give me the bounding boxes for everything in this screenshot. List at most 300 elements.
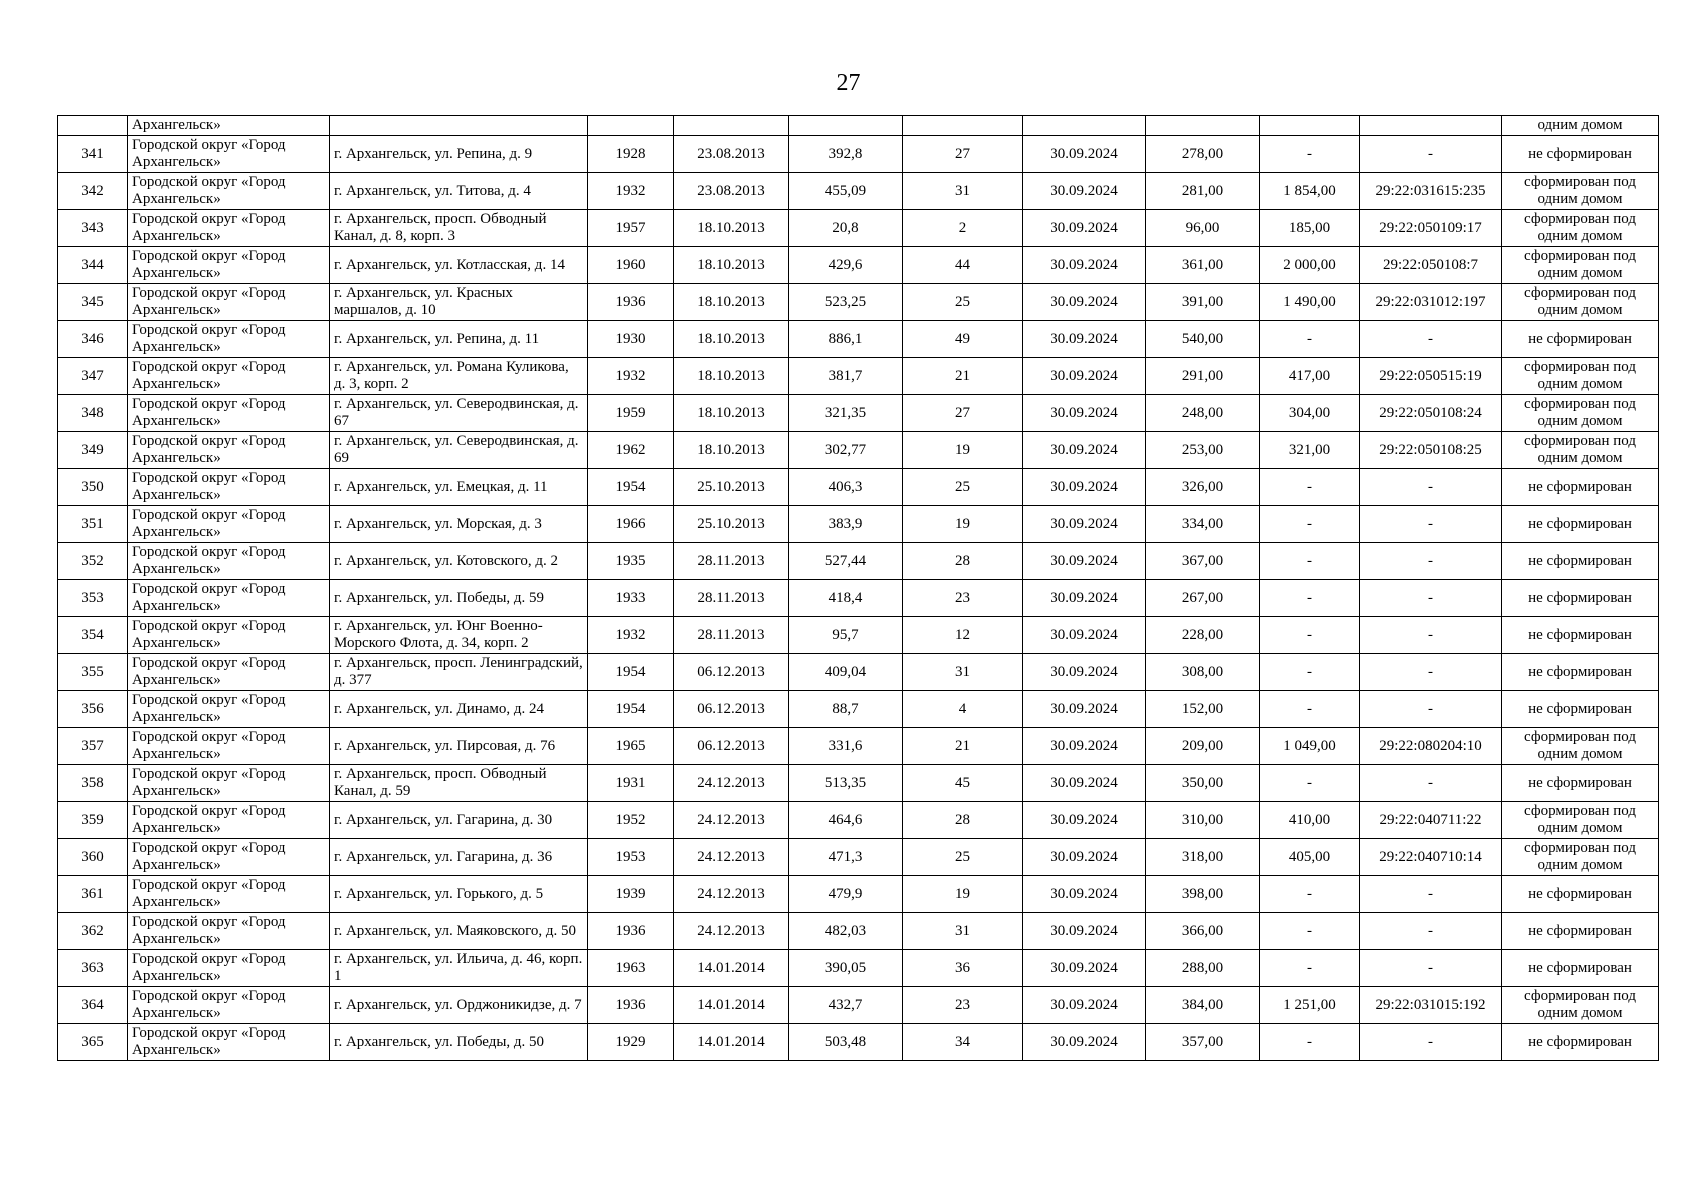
cell-owner: Городской округ «Город Архангельск»	[128, 284, 330, 321]
cell-area: 383,9	[789, 506, 903, 543]
cell-no: 362	[58, 913, 128, 950]
cell-deadline: 30.09.2024	[1023, 876, 1146, 913]
cell-residents: 31	[903, 913, 1023, 950]
cell-area: 20,8	[789, 210, 903, 247]
cell-owner: Городской округ «Город Архангельск»	[128, 580, 330, 617]
cell-area: 331,6	[789, 728, 903, 765]
cell-status: сформирован под одним домом	[1502, 395, 1659, 432]
cell-address: г. Архангельск, ул. Ильича, д. 46, корп. 1	[330, 950, 588, 987]
cell-date: 18.10.2013	[674, 321, 789, 358]
cell-cadastral: -	[1360, 543, 1502, 580]
cell-land-area: -	[1260, 543, 1360, 580]
cell-land-area: 2 000,00	[1260, 247, 1360, 284]
table-row	[58, 543, 1659, 580]
cell-address: г. Архангельск, ул. Котовского, д. 2	[330, 543, 588, 580]
cell-year: 1932	[588, 358, 674, 395]
table-row	[58, 210, 1659, 247]
cell-no: 343	[58, 210, 128, 247]
cell-land-area: 410,00	[1260, 802, 1360, 839]
cell-area: 429,6	[789, 247, 903, 284]
cell-status: не сформирован	[1502, 765, 1659, 802]
cell-year: 1931	[588, 765, 674, 802]
cell-cadastral: 29:22:050109:17	[1360, 210, 1502, 247]
cell-land-area: 304,00	[1260, 395, 1360, 432]
cell-no: 342	[58, 173, 128, 210]
cell-year: 1954	[588, 691, 674, 728]
cell-year: 1936	[588, 987, 674, 1024]
cell-cadastral: -	[1360, 1024, 1502, 1061]
cell-status: не сформирован	[1502, 580, 1659, 617]
cell-land-area: -	[1260, 765, 1360, 802]
cell-no: 355	[58, 654, 128, 691]
table-row	[58, 802, 1659, 839]
cell-area2: 384,00	[1146, 987, 1260, 1024]
cell-year: 1930	[588, 321, 674, 358]
cell-area: 513,35	[789, 765, 903, 802]
cell-year: 1932	[588, 173, 674, 210]
cell-deadline: 30.09.2024	[1023, 358, 1146, 395]
cell-area2: 152,00	[1146, 691, 1260, 728]
table-row	[58, 395, 1659, 432]
cell-deadline: 30.09.2024	[1023, 654, 1146, 691]
cell-area: 523,25	[789, 284, 903, 321]
cell-date: 28.11.2013	[674, 543, 789, 580]
cell-status: не сформирован	[1502, 876, 1659, 913]
cell-area: 886,1	[789, 321, 903, 358]
cell-owner: Городской округ «Город Архангельск»	[128, 210, 330, 247]
cell-no: 347	[58, 358, 128, 395]
cell-deadline: 30.09.2024	[1023, 765, 1146, 802]
cell-area2: 318,00	[1146, 839, 1260, 876]
cell-residents: 44	[903, 247, 1023, 284]
cell-status: не сформирован	[1502, 321, 1659, 358]
cell-cadastral: -	[1360, 950, 1502, 987]
cell-address: г. Архангельск, ул. Северодвинская, д. 67	[330, 395, 588, 432]
cell-year: 1954	[588, 469, 674, 506]
cell-year: 1957	[588, 210, 674, 247]
cell-no: 364	[58, 987, 128, 1024]
cell-owner: Городской округ «Город Архангельск»	[128, 654, 330, 691]
cell-year: 1935	[588, 543, 674, 580]
cell-status: сформирован под одним домом	[1502, 247, 1659, 284]
cell-status: не сформирован	[1502, 617, 1659, 654]
cell-address: г. Архангельск, ул. Репина, д. 11	[330, 321, 588, 358]
table-row	[58, 432, 1659, 469]
cell-no: 354	[58, 617, 128, 654]
cell-status: не сформирован	[1502, 913, 1659, 950]
cell-cadastral: -	[1360, 617, 1502, 654]
cell-cadastral: -	[1360, 321, 1502, 358]
cell-area2: 267,00	[1146, 580, 1260, 617]
cell-owner: Городской округ «Город Архангельск»	[128, 395, 330, 432]
cell-address: г. Архангельск, ул. Репина, д. 9	[330, 136, 588, 173]
cell-area: 302,77	[789, 432, 903, 469]
cell-date: 24.12.2013	[674, 765, 789, 802]
cell-no: 363	[58, 950, 128, 987]
cell-cadastral	[1360, 116, 1502, 136]
cell-residents: 25	[903, 469, 1023, 506]
cell-deadline: 30.09.2024	[1023, 543, 1146, 580]
cell-date: 14.01.2014	[674, 987, 789, 1024]
cell-deadline: 30.09.2024	[1023, 506, 1146, 543]
cell-year: 1932	[588, 617, 674, 654]
cell-status: сформирован под одним домом	[1502, 802, 1659, 839]
cell-deadline: 30.09.2024	[1023, 247, 1146, 284]
cell-area2: 248,00	[1146, 395, 1260, 432]
cell-area2: 357,00	[1146, 1024, 1260, 1061]
cell-no: 357	[58, 728, 128, 765]
cell-no: 351	[58, 506, 128, 543]
cell-owner: Городской округ «Город Архангельск»	[128, 987, 330, 1024]
cell-residents: 28	[903, 802, 1023, 839]
cell-land-area: -	[1260, 506, 1360, 543]
cell-address: г. Архангельск, ул. Горького, д. 5	[330, 876, 588, 913]
cell-address: г. Архангельск, ул. Титова, д. 4	[330, 173, 588, 210]
cell-area: 406,3	[789, 469, 903, 506]
cell-owner: Городской округ «Город Архангельск»	[128, 950, 330, 987]
cell-status: не сформирован	[1502, 950, 1659, 987]
cell-land-area: -	[1260, 321, 1360, 358]
cell-owner: Городской округ «Город Архангельск»	[128, 839, 330, 876]
table-row	[58, 987, 1659, 1024]
cell-residents: 2	[903, 210, 1023, 247]
cell-owner: Архангельск»	[128, 116, 330, 136]
cell-date: 06.12.2013	[674, 654, 789, 691]
table-row	[58, 950, 1659, 987]
cell-area: 381,7	[789, 358, 903, 395]
cell-date: 28.11.2013	[674, 617, 789, 654]
cell-cadastral: 29:22:031012:197	[1360, 284, 1502, 321]
table-row	[58, 1024, 1659, 1061]
cell-status: не сформирован	[1502, 543, 1659, 580]
cell-owner: Городской округ «Город Архангельск»	[128, 506, 330, 543]
housing-registry-table	[57, 115, 1659, 1061]
cell-cadastral: 29:22:050108:7	[1360, 247, 1502, 284]
cell-owner: Городской округ «Город Архангельск»	[128, 802, 330, 839]
cell-no: 361	[58, 876, 128, 913]
cell-residents: 36	[903, 950, 1023, 987]
cell-land-area: 1 251,00	[1260, 987, 1360, 1024]
cell-year: 1928	[588, 136, 674, 173]
cell-date: 18.10.2013	[674, 432, 789, 469]
cell-address: г. Архангельск, ул. Котласская, д. 14	[330, 247, 588, 284]
cell-residents: 4	[903, 691, 1023, 728]
cell-area2: 391,00	[1146, 284, 1260, 321]
cell-status: не сформирован	[1502, 1024, 1659, 1061]
cell-residents: 21	[903, 728, 1023, 765]
cell-residents: 23	[903, 580, 1023, 617]
cell-status: сформирован под одним домом	[1502, 987, 1659, 1024]
table-row	[58, 728, 1659, 765]
cell-deadline: 30.09.2024	[1023, 987, 1146, 1024]
cell-cadastral: -	[1360, 580, 1502, 617]
cell-cadastral: 29:22:050108:25	[1360, 432, 1502, 469]
cell-area: 392,8	[789, 136, 903, 173]
cell-no: 358	[58, 765, 128, 802]
cell-land-area: -	[1260, 691, 1360, 728]
cell-deadline: 30.09.2024	[1023, 284, 1146, 321]
cell-no	[58, 116, 128, 136]
table-row	[58, 876, 1659, 913]
cell-owner: Городской округ «Город Архангельск»	[128, 1024, 330, 1061]
cell-area2: 540,00	[1146, 321, 1260, 358]
table-row	[58, 765, 1659, 802]
cell-deadline	[1023, 116, 1146, 136]
cell-date: 25.10.2013	[674, 469, 789, 506]
cell-area2: 278,00	[1146, 136, 1260, 173]
cell-date: 25.10.2013	[674, 506, 789, 543]
cell-deadline: 30.09.2024	[1023, 395, 1146, 432]
cell-date: 18.10.2013	[674, 210, 789, 247]
cell-residents: 34	[903, 1024, 1023, 1061]
cell-residents: 25	[903, 284, 1023, 321]
cell-year: 1960	[588, 247, 674, 284]
table-row	[58, 506, 1659, 543]
cell-deadline: 30.09.2024	[1023, 580, 1146, 617]
cell-area2: 288,00	[1146, 950, 1260, 987]
cell-land-area	[1260, 116, 1360, 136]
cell-date: 24.12.2013	[674, 913, 789, 950]
cell-date: 18.10.2013	[674, 284, 789, 321]
cell-year: 1954	[588, 654, 674, 691]
cell-area2: 334,00	[1146, 506, 1260, 543]
cell-address: г. Архангельск, ул. Емецкая, д. 11	[330, 469, 588, 506]
cell-residents: 19	[903, 506, 1023, 543]
cell-area: 432,7	[789, 987, 903, 1024]
cell-date: 14.01.2014	[674, 950, 789, 987]
cell-land-area: 417,00	[1260, 358, 1360, 395]
cell-area2: 228,00	[1146, 617, 1260, 654]
cell-no: 341	[58, 136, 128, 173]
cell-no: 356	[58, 691, 128, 728]
registry-body	[58, 116, 1659, 1061]
cell-cadastral: -	[1360, 765, 1502, 802]
cell-year: 1959	[588, 395, 674, 432]
cell-address: г. Архангельск, ул. Юнг Военно-Морского Флота, д. 34, корп. 2	[330, 617, 588, 654]
cell-owner: Городской округ «Город Архангельск»	[128, 691, 330, 728]
cell-status: не сформирован	[1502, 691, 1659, 728]
cell-no: 345	[58, 284, 128, 321]
cell-deadline: 30.09.2024	[1023, 691, 1146, 728]
cell-area: 455,09	[789, 173, 903, 210]
cell-deadline: 30.09.2024	[1023, 136, 1146, 173]
cell-deadline: 30.09.2024	[1023, 210, 1146, 247]
cell-area2: 367,00	[1146, 543, 1260, 580]
cell-year: 1953	[588, 839, 674, 876]
cell-owner: Городской округ «Город Архангельск»	[128, 543, 330, 580]
cell-address: г. Архангельск, просп. Обводный Канал, д. 59	[330, 765, 588, 802]
table-row	[58, 617, 1659, 654]
cell-land-area: -	[1260, 469, 1360, 506]
cell-date	[674, 116, 789, 136]
cell-year: 1966	[588, 506, 674, 543]
cell-area: 471,3	[789, 839, 903, 876]
cell-residents: 27	[903, 395, 1023, 432]
cell-status: сформирован под одним домом	[1502, 173, 1659, 210]
cell-cadastral: -	[1360, 506, 1502, 543]
cell-status: не сформирован	[1502, 654, 1659, 691]
cell-land-area: -	[1260, 617, 1360, 654]
cell-cadastral: -	[1360, 691, 1502, 728]
cell-owner: Городской округ «Город Архангельск»	[128, 173, 330, 210]
cell-land-area: 1 854,00	[1260, 173, 1360, 210]
cell-year: 1965	[588, 728, 674, 765]
cell-area: 390,05	[789, 950, 903, 987]
cell-deadline: 30.09.2024	[1023, 1024, 1146, 1061]
cell-status: не сформирован	[1502, 136, 1659, 173]
cell-area2: 253,00	[1146, 432, 1260, 469]
cell-status: одним домом	[1502, 116, 1659, 136]
cell-owner: Городской округ «Город Архангельск»	[128, 358, 330, 395]
cell-no: 350	[58, 469, 128, 506]
cell-address: г. Архангельск, ул. Маяковского, д. 50	[330, 913, 588, 950]
cell-area2: 398,00	[1146, 876, 1260, 913]
cell-owner: Городской округ «Город Архангельск»	[128, 617, 330, 654]
table-row	[58, 839, 1659, 876]
cell-land-area: 321,00	[1260, 432, 1360, 469]
table-row	[58, 580, 1659, 617]
table-row	[58, 358, 1659, 395]
cell-address: г. Архангельск, просп. Ленинградский, д. 377	[330, 654, 588, 691]
cell-date: 28.11.2013	[674, 580, 789, 617]
cell-area2: 361,00	[1146, 247, 1260, 284]
cell-year: 1963	[588, 950, 674, 987]
cell-owner: Городской округ «Город Архангельск»	[128, 136, 330, 173]
cell-owner: Городской округ «Город Архангельск»	[128, 432, 330, 469]
cell-date: 24.12.2013	[674, 802, 789, 839]
table-row	[58, 136, 1659, 173]
cell-address: г. Архангельск, ул. Гагарина, д. 30	[330, 802, 588, 839]
cell-residents: 19	[903, 432, 1023, 469]
cell-owner: Городской округ «Город Архангельск»	[128, 469, 330, 506]
cell-status: не сформирован	[1502, 469, 1659, 506]
cell-area	[789, 116, 903, 136]
cell-residents: 45	[903, 765, 1023, 802]
table-row	[58, 247, 1659, 284]
cell-area: 418,4	[789, 580, 903, 617]
cell-land-area: -	[1260, 1024, 1360, 1061]
cell-deadline: 30.09.2024	[1023, 321, 1146, 358]
table-row	[58, 913, 1659, 950]
cell-cadastral: 29:22:080204:10	[1360, 728, 1502, 765]
cell-no: 353	[58, 580, 128, 617]
cell-cadastral: -	[1360, 136, 1502, 173]
cell-deadline: 30.09.2024	[1023, 839, 1146, 876]
cell-year: 1962	[588, 432, 674, 469]
cell-year	[588, 116, 674, 136]
cell-owner: Городской округ «Город Архангельск»	[128, 728, 330, 765]
cell-residents: 25	[903, 839, 1023, 876]
cell-status: не сформирован	[1502, 506, 1659, 543]
cell-date: 23.08.2013	[674, 136, 789, 173]
cell-residents: 28	[903, 543, 1023, 580]
cell-land-area: 405,00	[1260, 839, 1360, 876]
table-row	[58, 469, 1659, 506]
cell-land-area: 1 490,00	[1260, 284, 1360, 321]
cell-deadline: 30.09.2024	[1023, 469, 1146, 506]
continuation-row	[58, 116, 1659, 136]
cell-status: сформирован под одним домом	[1502, 284, 1659, 321]
cell-residents: 19	[903, 876, 1023, 913]
cell-residents: 49	[903, 321, 1023, 358]
cell-no: 349	[58, 432, 128, 469]
cell-owner: Городской округ «Город Архангельск»	[128, 765, 330, 802]
cell-area: 88,7	[789, 691, 903, 728]
table-row	[58, 284, 1659, 321]
cell-cadastral: -	[1360, 469, 1502, 506]
cell-deadline: 30.09.2024	[1023, 802, 1146, 839]
cell-address: г. Архангельск, ул. Пирсовая, д. 76	[330, 728, 588, 765]
cell-date: 06.12.2013	[674, 728, 789, 765]
cell-cadastral: 29:22:040711:22	[1360, 802, 1502, 839]
cell-date: 24.12.2013	[674, 876, 789, 913]
cell-date: 06.12.2013	[674, 691, 789, 728]
cell-address: г. Архангельск, ул. Морская, д. 3	[330, 506, 588, 543]
cell-residents: 12	[903, 617, 1023, 654]
cell-address: г. Архангельск, ул. Северодвинская, д. 69	[330, 432, 588, 469]
cell-date: 23.08.2013	[674, 173, 789, 210]
cell-no: 352	[58, 543, 128, 580]
cell-date: 14.01.2014	[674, 1024, 789, 1061]
cell-area: 527,44	[789, 543, 903, 580]
cell-area2: 281,00	[1146, 173, 1260, 210]
cell-area2: 96,00	[1146, 210, 1260, 247]
cell-cadastral: 29:22:050515:19	[1360, 358, 1502, 395]
cell-area: 409,04	[789, 654, 903, 691]
cell-year: 1952	[588, 802, 674, 839]
cell-land-area: 185,00	[1260, 210, 1360, 247]
cell-residents: 23	[903, 987, 1023, 1024]
cell-status: сформирован под одним домом	[1502, 358, 1659, 395]
cell-no: 344	[58, 247, 128, 284]
cell-area2	[1146, 116, 1260, 136]
table-row	[58, 691, 1659, 728]
cell-owner: Городской округ «Город Архангельск»	[128, 913, 330, 950]
cell-area2: 326,00	[1146, 469, 1260, 506]
cell-address: г. Архангельск, ул. Победы, д. 50	[330, 1024, 588, 1061]
cell-deadline: 30.09.2024	[1023, 173, 1146, 210]
cell-residents: 31	[903, 654, 1023, 691]
page-number: 27	[836, 70, 861, 96]
cell-date: 24.12.2013	[674, 839, 789, 876]
cell-area: 321,35	[789, 395, 903, 432]
cell-address: г. Архангельск, ул. Динамо, д. 24	[330, 691, 588, 728]
cell-land-area: -	[1260, 136, 1360, 173]
cell-year: 1936	[588, 913, 674, 950]
cell-year: 1936	[588, 284, 674, 321]
cell-year: 1939	[588, 876, 674, 913]
cell-area2: 209,00	[1146, 728, 1260, 765]
cell-address: г. Архангельск, ул. Победы, д. 59	[330, 580, 588, 617]
cell-area: 482,03	[789, 913, 903, 950]
cell-address: г. Архангельск, ул. Гагарина, д. 36	[330, 839, 588, 876]
cell-cadastral: 29:22:031015:192	[1360, 987, 1502, 1024]
cell-land-area: -	[1260, 580, 1360, 617]
cell-date: 18.10.2013	[674, 395, 789, 432]
cell-no: 359	[58, 802, 128, 839]
cell-no: 346	[58, 321, 128, 358]
cell-deadline: 30.09.2024	[1023, 950, 1146, 987]
cell-status: сформирован под одним домом	[1502, 210, 1659, 247]
cell-status: сформирован под одним домом	[1502, 728, 1659, 765]
cell-area: 95,7	[789, 617, 903, 654]
cell-land-area: -	[1260, 913, 1360, 950]
table-row	[58, 654, 1659, 691]
cell-land-area: -	[1260, 876, 1360, 913]
cell-deadline: 30.09.2024	[1023, 432, 1146, 469]
cell-address: г. Архангельск, ул. Орджоникидзе, д. 7	[330, 987, 588, 1024]
cell-area2: 310,00	[1146, 802, 1260, 839]
